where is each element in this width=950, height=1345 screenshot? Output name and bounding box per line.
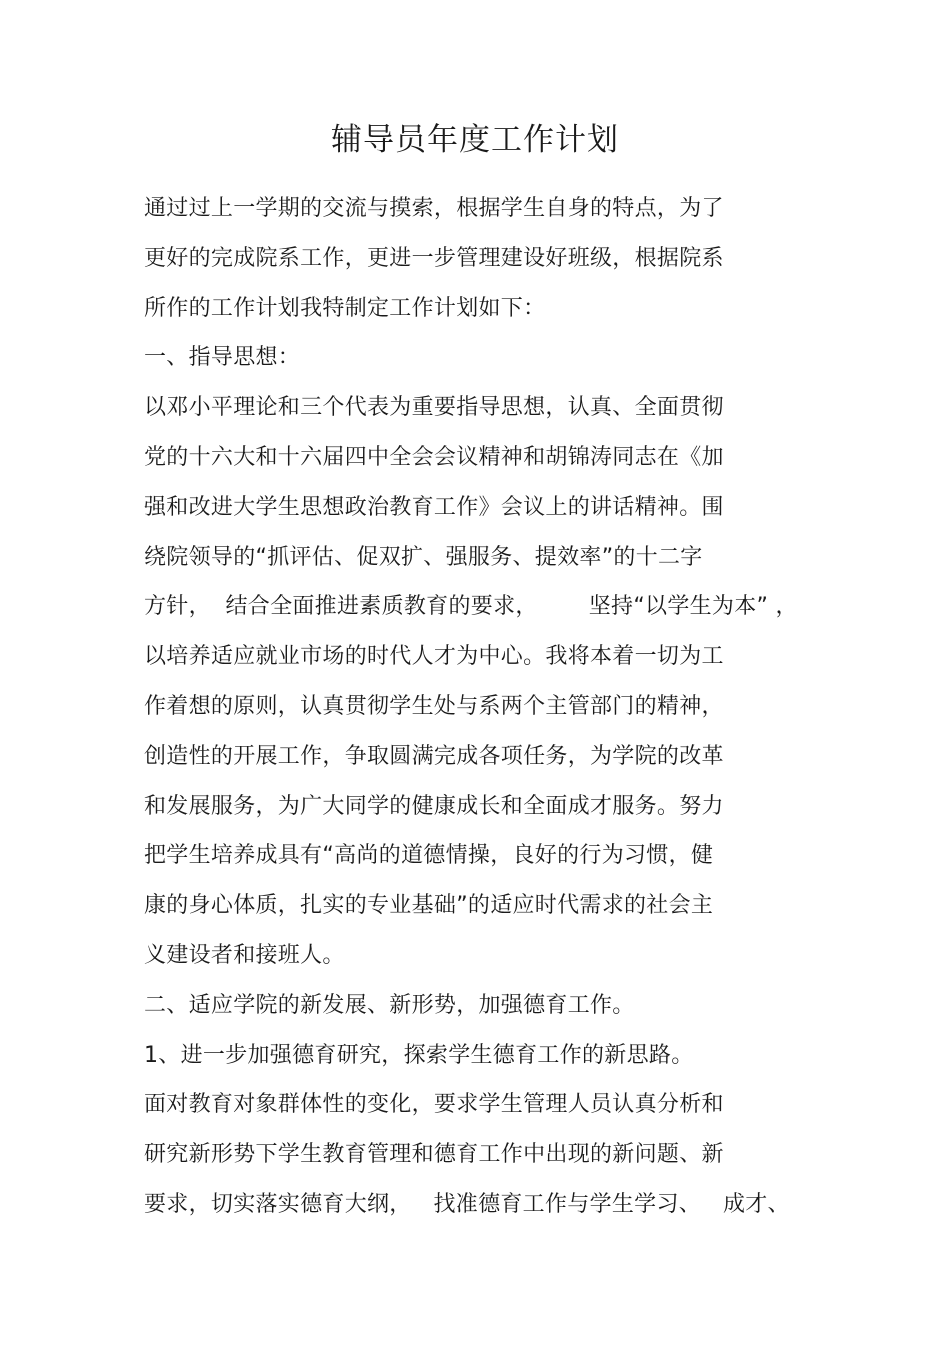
document-title: 辅导员年度工作计划 [331, 122, 619, 158]
body-line: 作着想的原则，认真贯彻学生处与系两个主管部门的精神， [144, 693, 724, 719]
body-line: 党的十六大和十六届四中全会会议精神和胡锦涛同志在《加 [144, 444, 724, 470]
body-line: 强和改进大学生思想政治教育工作》会议上的讲话精神。围 [144, 494, 724, 520]
body-line: 方针， 结合全面推进素质教育的要求， 坚持“以学生为本” ， [144, 594, 798, 620]
body-line: 康的身心体质，扎实的专业基础”的适应时代需求的社会主 [144, 893, 714, 919]
document-body [144, 184, 844, 1230]
body-line: 绕院领导的“抓评估、促双扩、强服务、提效率”的十二字 [144, 544, 703, 570]
body-line: 更好的完成院系工作，更进一步管理建设好班级，根据院系 [144, 245, 724, 271]
body-line: 创造性的开展工作，争取圆满完成各项任务，为学院的改革 [144, 743, 724, 769]
section-heading: 一、指导思想： [144, 345, 301, 371]
body-line: 通过过上一学期的交流与摸索，根据学生自身的特点，为了 [144, 196, 724, 221]
body-line: 面对教育对象群体性的变化，要求学生管理人员认真分析和 [144, 1092, 724, 1118]
body-line: 研究新形势下学生教育管理和德育工作中出现的新问题、新 [144, 1142, 724, 1168]
body-line: 义建设者和接班人。 [144, 942, 345, 968]
body-line: 以培养适应就业市场的时代人才为中心。我将本着一切为工 [144, 644, 724, 670]
body-line: 和发展服务，为广大同学的健康成长和全面成才服务。努力 [144, 793, 724, 819]
subsection-heading: 1、进一步加强德育研究，探索学生德育工作的新思路。 [144, 1042, 694, 1068]
body-line: 所作的工作计划我特制定工作计划如下： [144, 295, 546, 321]
body-line: 以邓小平理论和三个代表为重要指导思想，认真、全面贯彻 [144, 395, 724, 421]
body-line: 把学生培养成具有“高尚的道德情操，良好的行为习惯，健 [144, 843, 714, 869]
section-heading: 二、适应学院的新发展、新形势，加强德育工作。 [144, 992, 635, 1018]
body-line: 要求，切实落实德育大纲， 找准德育工作与学生学习、 成才、 [144, 1191, 790, 1217]
